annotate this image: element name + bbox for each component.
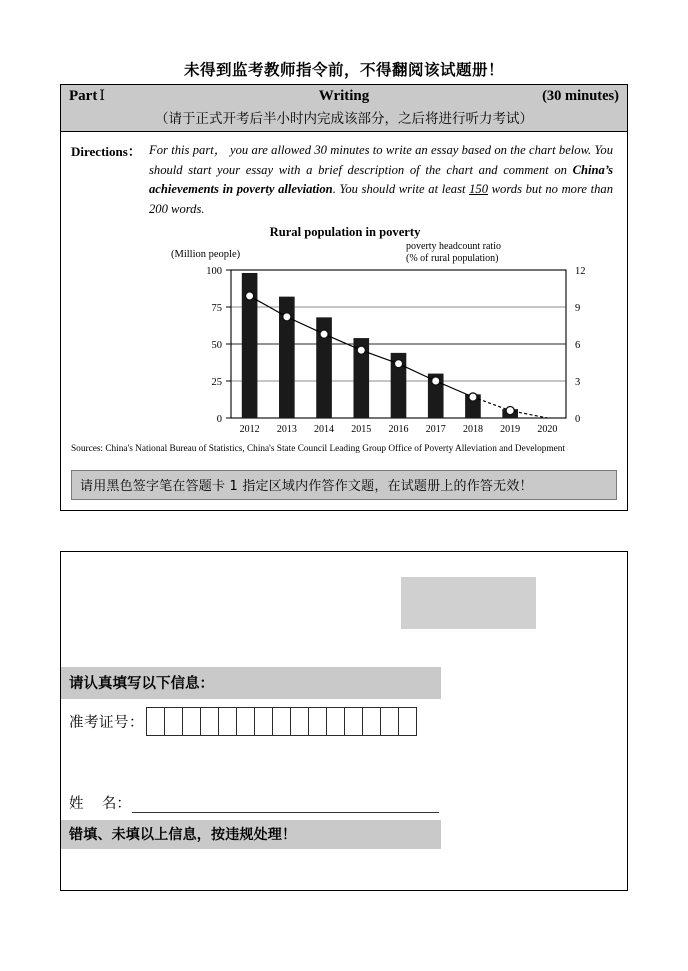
chart-category-label: 2019 [500,424,521,435]
chart-left-tick-label: 25 [211,377,222,388]
chart-title: Rural population in poverty [269,225,421,239]
name-row [69,792,509,813]
chart-line-marker [394,360,402,368]
top-notice-banner: 未得到监考教师指令前，不得翻阅该试题册！ [183,61,504,79]
chart-right-axis-label-line1: poverty headcount ratio [406,241,501,252]
directions-line-3a: . You should write at least [332,182,470,196]
chart-line-marker [283,313,291,321]
chart-left-axis-label: (Million people) [171,249,241,260]
chart-line-marker [506,407,514,415]
chart-category-label: 2016 [388,424,409,435]
chart-left-tick-label: 0 [216,414,222,425]
ticket-number-cell[interactable] [345,708,363,735]
name-input[interactable] [132,795,439,813]
chart-left-tick-label: 75 [211,303,222,314]
chart-category-label: 2012 [239,424,260,435]
candidate-info-block [60,551,628,891]
chart-line-marker [432,377,440,385]
ticket-number-cell[interactable] [309,708,327,735]
ticket-number-label: 准考证号： [69,715,144,731]
chart-right-tick-label: 6 [575,340,581,351]
chart-right-tick-label: 12 [575,266,586,277]
ticket-number-cell[interactable] [255,708,273,735]
ticket-number-cell[interactable] [291,708,309,735]
ticket-number-input[interactable] [146,707,417,736]
ticket-number-cell[interactable] [237,708,255,735]
chart-right-axis-label-line2: (% of rural population) [406,253,499,264]
chart-right-tick-label: 9 [575,303,581,314]
chart-left-tick-label: 100 [206,266,222,277]
exam-content-block [60,84,628,511]
ticket-number-cell[interactable] [327,708,345,735]
section-title: Writing [318,88,370,104]
directions-line-4: no more than 200 words. [149,182,614,216]
directions-word-count: 150 [469,182,489,196]
ticket-number-row [69,707,417,736]
ticket-number-cell[interactable] [147,708,165,735]
directions-bold-phrase: China’s achievements in poverty alleviation [149,162,613,196]
chart-category-label: 2015 [351,424,372,435]
ticket-number-cell[interactable] [183,708,201,735]
ticket-number-cell[interactable] [165,708,183,735]
barcode-sticker-area [401,577,536,629]
name-label: 姓 名： [69,796,131,812]
ticket-number-cell[interactable] [201,708,219,735]
ticket-number-cell[interactable] [273,708,291,735]
info-warning: 错填、未填以上信息，按违规处理！ [61,820,441,849]
directions-text [149,141,613,219]
chart-category-label: 2020 [537,424,558,435]
ticket-number-cell[interactable] [381,708,399,735]
chart-category-label: 2017 [425,424,446,435]
part-header [61,85,627,132]
ticket-number-cell[interactable] [363,708,381,735]
directions-section [61,132,627,223]
info-section-header: 请认真填写以下信息： [61,667,441,699]
chart-category-label: 2013 [276,424,297,435]
poverty-chart [61,225,629,440]
answer-sheet-notice: 请用黑色签字笔在答题卡 1 指定区域内作答作文题，在试题册上的作答无效！ [71,470,617,500]
chart-line-marker [320,330,328,338]
chart-plot-area [61,225,629,440]
chart-line-marker [469,393,477,401]
chart-sources: Sources: China's National Bureau of Statistics, China's State Council Leading Group Office of Poverty Alleviation and Development [71,444,566,454]
chart-line-marker [246,292,254,300]
ticket-number-cell[interactable] [399,708,417,735]
directions-line-2: You should start your essay with a brief description of the chart and comment on [149,143,613,177]
chart-category-label: 2014 [314,424,335,435]
directions-label: Directions： [71,144,141,159]
section-duration: (30 minutes) [542,88,619,104]
ticket-number-cell[interactable] [219,708,237,735]
chart-left-tick-label: 50 [211,340,222,351]
part-label: Part Ⅰ [69,88,105,104]
notice-wrapper [61,464,627,510]
chart-right-tick-label: 3 [575,377,581,388]
chart-category-label: 2018 [462,424,483,435]
part-header-row [61,85,627,108]
part-subtitle: （请于正式开考后半小时内完成该部分，之后将进行听力考试） [155,111,533,127]
part-number: Ⅰ [99,89,105,104]
directions-line-3b: words but [488,182,542,196]
chart-line-marker [357,346,365,354]
directions-line-1: For this part， you are allowed 30 minutes to write an essay based on the chart below. [149,143,592,157]
chart-right-tick-label: 0 [575,414,581,425]
